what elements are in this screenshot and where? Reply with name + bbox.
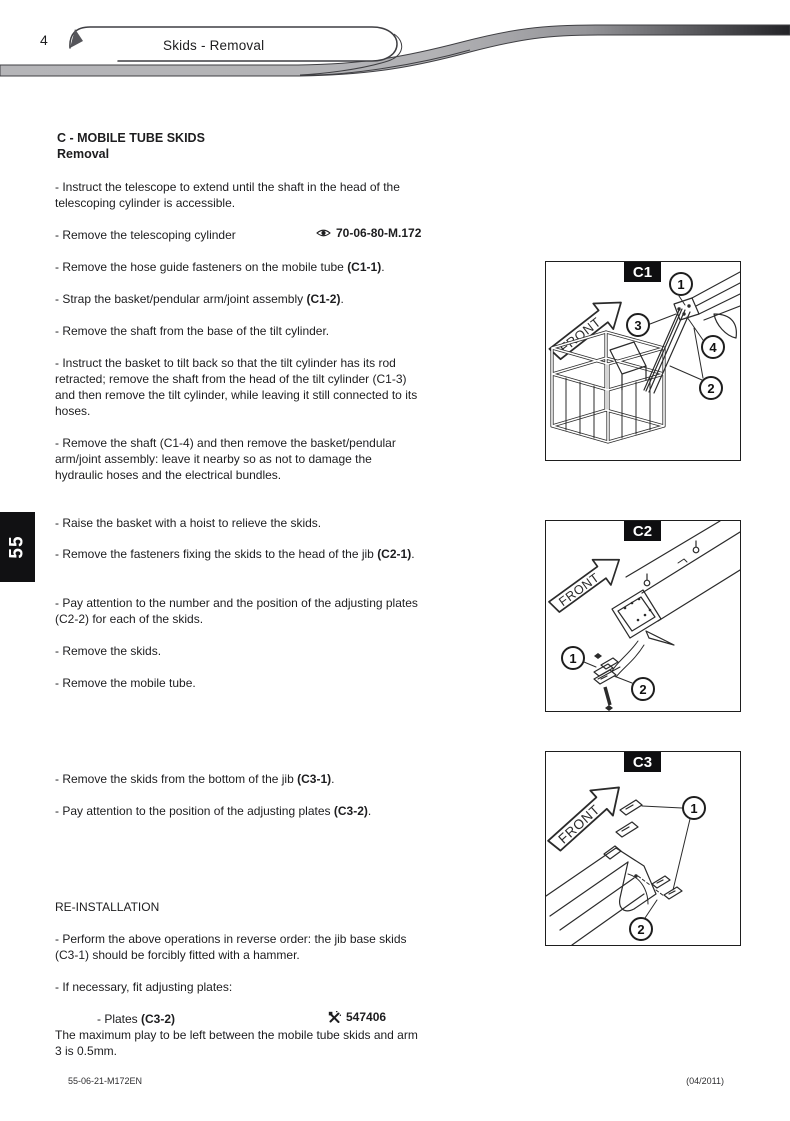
callout-circle: 2 <box>699 376 723 400</box>
instruction-paragraph: - Remove the hose guide fasteners on the mobile tube (C1-1). <box>55 260 385 274</box>
instruction-paragraph: - Raise the basket with a hoist to relieve the skids. <box>55 516 322 530</box>
note-paragraph: The maximum play to be left between the mobile tube skids and arm 3 is 0.5mm. <box>55 1028 418 1058</box>
footer-date: (04/2011) <box>686 1076 724 1086</box>
front-direction-label: FRONT <box>556 314 604 356</box>
callout-circle: 4 <box>701 335 725 359</box>
callout-circle: 3 <box>626 313 650 337</box>
cross-reference <box>316 226 421 240</box>
instruction-paragraph: - Instruct the basket to tilt back so that the tilt cylinder has its rod retracted; remove the shaft from the head of the tilt cylinder (C1-3) and then remove the tilt cylinder, while leaving it still connected to its hoses. <box>55 356 418 418</box>
c3-diagram-drawing <box>546 752 740 945</box>
chapter-number: 55 <box>6 535 28 559</box>
section-subheading: Removal <box>57 147 110 161</box>
figure-c2 <box>545 520 741 712</box>
part-reference <box>328 1010 386 1024</box>
chapter-side-tab <box>0 512 35 582</box>
footer-document-code: 55-06-21-M172EN <box>68 1076 143 1086</box>
front-direction-label: FRONT <box>555 801 603 847</box>
callout-circle: 1 <box>682 796 706 820</box>
instruction-paragraph: - Strap the basket/pendular arm/joint assembly (C1-2). <box>55 292 344 306</box>
callout-circle: 2 <box>629 917 653 941</box>
header-swoosh-graphic <box>0 0 790 100</box>
c1-diagram-drawing <box>546 262 740 460</box>
instruction-paragraph: - Perform the above operations in reverse order: the jib base skids (C3-1) should be forcibly fitted with a hammer. <box>55 932 407 962</box>
section-heading: C - MOBILE TUBE SKIDS <box>57 131 205 145</box>
instruction-paragraph: - Remove the shaft from the base of the tilt cylinder. <box>55 324 330 338</box>
instruction-paragraph: - Remove the fasteners fixing the skids to the head of the jib (C2-1). <box>55 547 415 561</box>
callout-circle: 1 <box>669 272 693 296</box>
figure-label: C1 <box>624 262 661 282</box>
instruction-paragraph: - Remove the mobile tube. <box>55 676 196 690</box>
front-direction-label: FRONT <box>556 570 603 609</box>
page-number: 4 <box>40 32 48 48</box>
instruction-paragraph: - Remove the skids. <box>55 644 162 658</box>
figure-c1 <box>545 261 741 461</box>
eye-icon <box>316 228 331 238</box>
page-title: Skids - Removal <box>163 38 265 53</box>
callout-circle: 1 <box>561 646 585 670</box>
instruction-paragraph: - Remove the skids from the bottom of the jib (C3-1). <box>55 772 335 786</box>
figure-label: C3 <box>624 752 661 772</box>
reinstallation-heading: RE-INSTALLATION <box>55 900 160 914</box>
instruction-paragraph: - Pay attention to the number and the position of the adjusting plates (C2-2) for each of the skids. <box>55 596 418 626</box>
callout-circle: 2 <box>631 677 655 701</box>
instruction-paragraph: - Remove the shaft (C1-4) and then remove the basket/pendular arm/joint assembly: leave it nearby so as not to damage the hydraulic hoses and the electrical bundles. <box>55 436 396 482</box>
figure-c3 <box>545 751 741 946</box>
instruction-paragraph: - Remove the telescoping cylinder <box>55 228 236 242</box>
instruction-paragraph: - Pay attention to the position of the adjusting plates (C3-2). <box>55 804 372 818</box>
figure-label: C2 <box>624 521 661 541</box>
plates-line: - Plates (C3-2) <box>97 1012 176 1026</box>
reference-code: 70-06-80-M.172 <box>336 226 422 240</box>
tools-icon <box>328 1011 341 1024</box>
instruction-paragraph: - Instruct the telescope to extend until the shaft in the head of the telescoping cylinder is accessible. <box>55 180 400 210</box>
instruction-paragraph: - If necessary, fit adjusting plates: <box>55 980 233 994</box>
part-number: 547406 <box>346 1010 387 1024</box>
